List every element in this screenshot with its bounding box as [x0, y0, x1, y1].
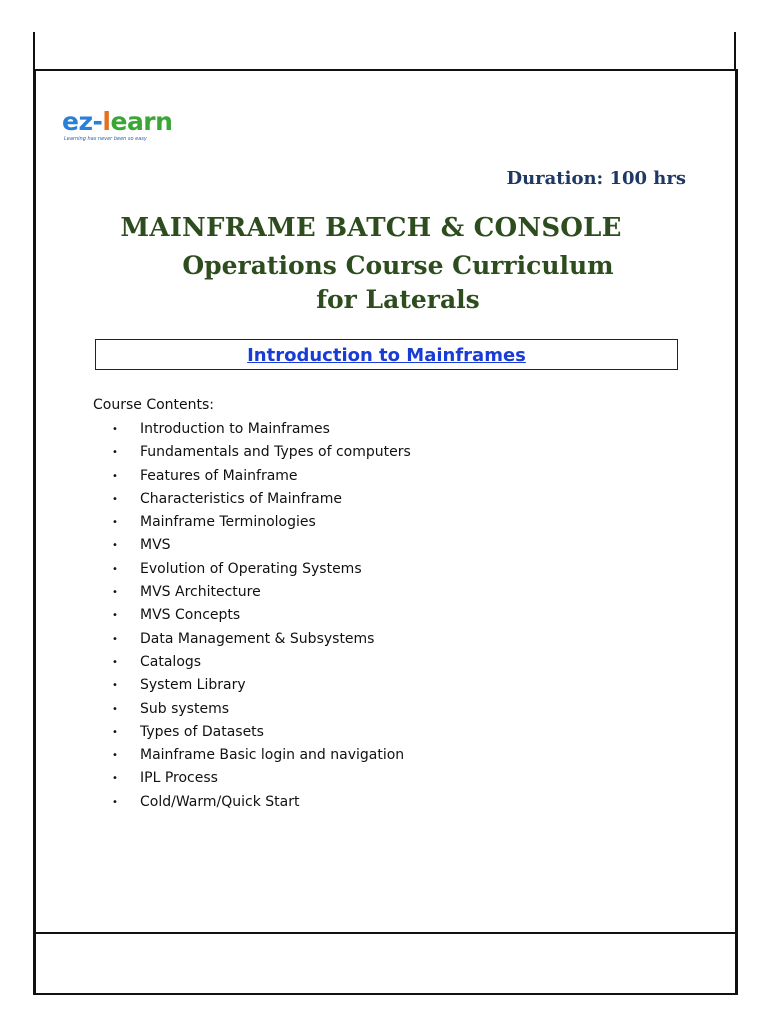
logo-l-text: l — [102, 107, 111, 136]
list-item-text: Mainframe Terminologies — [140, 514, 316, 531]
frame-bottom-border — [33, 993, 738, 995]
list-item-text: Cold/Warm/Quick Start — [140, 793, 300, 810]
bullet-icon: • — [112, 680, 118, 692]
bullet-icon: • — [112, 656, 118, 668]
frame-left-top-line — [33, 32, 35, 70]
list-item-text: MVS Concepts — [140, 607, 241, 624]
logo-dash-text: - — [92, 107, 103, 136]
course-duration: Duration: 100 hrs — [506, 168, 686, 189]
frame-top-border — [33, 69, 738, 71]
list-item-text: Introduction to Mainframes — [140, 421, 330, 437]
list-item-text: MVS — [140, 537, 171, 554]
logo-earn-text: earn — [110, 107, 173, 136]
bullet-icon: • — [112, 750, 118, 762]
list-item-text: Evolution of Operating Systems — [140, 560, 362, 577]
bullet-icon: • — [112, 563, 118, 575]
section-heading-link[interactable]: Introduction to Mainframes — [247, 345, 526, 366]
bullet-icon: • — [112, 610, 118, 622]
list-item-text: MVS Architecture — [140, 584, 261, 601]
course-title-line-1: MAINFRAME BATCH & CONSOLE — [120, 213, 622, 243]
bullet-icon: • — [112, 796, 118, 808]
bullet-icon: • — [112, 470, 118, 482]
course-contents-label: Course Contents: — [93, 397, 215, 413]
bullet-icon: • — [112, 587, 118, 599]
bullet-icon: • — [112, 773, 118, 785]
frame-right-border — [735, 69, 738, 995]
list-item-text: Features of Mainframe — [140, 467, 298, 484]
bullet-icon: • — [112, 447, 118, 459]
logo-ez-text: ez — [62, 107, 93, 136]
frame-right-top-line — [734, 32, 736, 70]
ez-learn-logo — [62, 108, 192, 142]
section-heading-box — [95, 339, 678, 370]
bullet-icon: • — [112, 517, 118, 529]
list-item-text: Mainframe Basic login and navigation — [140, 747, 405, 764]
bullet-icon: • — [112, 633, 118, 645]
bullet-icon: • — [112, 493, 118, 505]
list-item-text: IPL Process — [140, 770, 218, 787]
frame-left-border — [33, 69, 36, 995]
bullet-icon: • — [112, 703, 118, 715]
logo-wordmark — [62, 108, 172, 136]
list-item-text: Fundamentals and Types of computers — [140, 444, 411, 461]
bullet-icon: • — [112, 726, 118, 738]
list-item-text: Data Management & Subsystems — [140, 630, 375, 647]
bullet-icon: • — [112, 424, 118, 435]
logo-tagline: Learning has never been so easy — [64, 136, 147, 142]
course-title-line-2: Operations Course Curriculum — [182, 251, 614, 280]
list-item-text: Types of Datasets — [140, 723, 264, 740]
list-item-text: Sub systems — [140, 700, 230, 717]
frame-inner-bottom-line — [33, 932, 738, 934]
course-title-line-3: for Laterals — [316, 285, 480, 314]
bullet-icon: • — [112, 540, 118, 552]
list-item-text: System Library — [140, 677, 246, 694]
list-item-text: Catalogs — [140, 653, 202, 670]
list-item-text: Characteristics of Mainframe — [140, 490, 343, 507]
